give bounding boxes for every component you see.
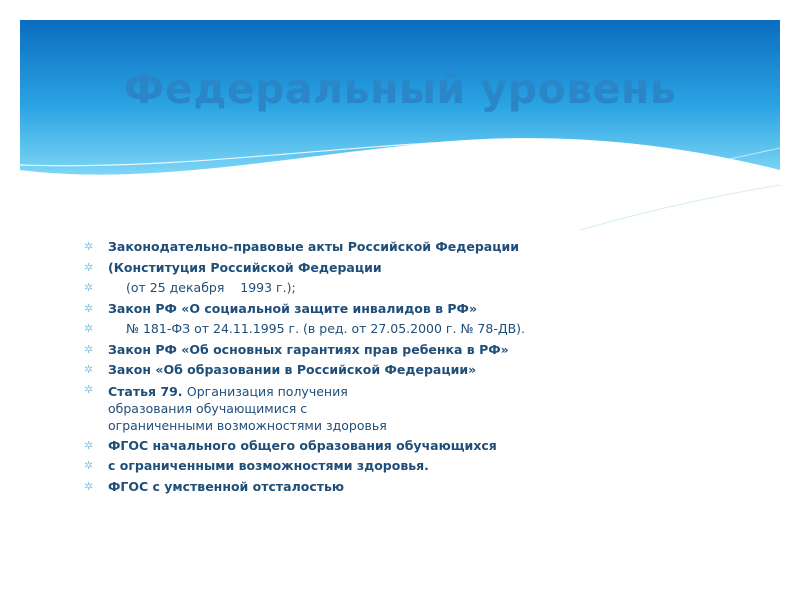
- bullet-star-icon: ✲: [84, 342, 94, 356]
- bullet-text: Закон РФ «О социальной защите инвалидов в РФ»: [108, 300, 478, 316]
- bullet-star-icon: ✲: [84, 382, 94, 396]
- list-item: [84, 340, 744, 361]
- bullet-star-icon: ✲: [84, 240, 94, 253]
- slide: [20, 20, 780, 580]
- bullet-text: ФГОС начального общего образования обучающихся: [108, 437, 497, 453]
- bullet-star-icon: ✲: [84, 301, 94, 315]
- list-item: [84, 381, 744, 436]
- list-item: [84, 299, 744, 320]
- bullet-star-icon: ✲: [84, 438, 94, 452]
- slide-title: Федеральный уровень: [123, 65, 677, 113]
- bullet-star-icon: ✲: [84, 459, 94, 472]
- bullet-text: Законодательно-правовые акты Российской Федерации: [108, 239, 520, 254]
- bullet-text: ФГОС с умственной отсталостью: [108, 478, 345, 494]
- bullet-text: № 181-ФЗ от 24.11.1995 г. (в ред. от 27.05.2000 г. № 78-ДВ).: [126, 321, 526, 336]
- header-wave-background: [20, 20, 780, 235]
- bullet-star-icon: ✲: [84, 322, 94, 335]
- list-item: [84, 278, 744, 299]
- bullet-star-icon: ✲: [84, 260, 94, 274]
- list-item: [84, 360, 744, 381]
- bullet-star-icon: ✲: [84, 363, 94, 376]
- bullet-list: [84, 237, 744, 497]
- bullet-text: Закон «Об образовании в Российской Федерации»: [108, 362, 477, 377]
- bullet-star-icon: ✲: [84, 281, 94, 294]
- bullet-lead-text: Статья 79.: [108, 383, 187, 399]
- list-item: [84, 456, 744, 477]
- list-item: [84, 237, 744, 258]
- list-item: [84, 258, 744, 279]
- bullet-star-icon: ✲: [84, 479, 94, 493]
- bullet-text: Организация получения образования обучающимися с ограниченными возможностями здоровья: [108, 383, 387, 433]
- bullet-text: Закон РФ «Об основных гарантиях прав ребенка в РФ»: [108, 341, 509, 357]
- bullet-text: (Конституция Российской Федерации: [108, 259, 382, 275]
- bullet-text: с ограниченными возможностями здоровья.: [108, 458, 429, 473]
- list-item: [84, 477, 744, 498]
- bullet-text: (от 25 декабря 1993 г.);: [126, 280, 296, 295]
- list-item: [84, 436, 744, 457]
- list-item: [84, 319, 744, 340]
